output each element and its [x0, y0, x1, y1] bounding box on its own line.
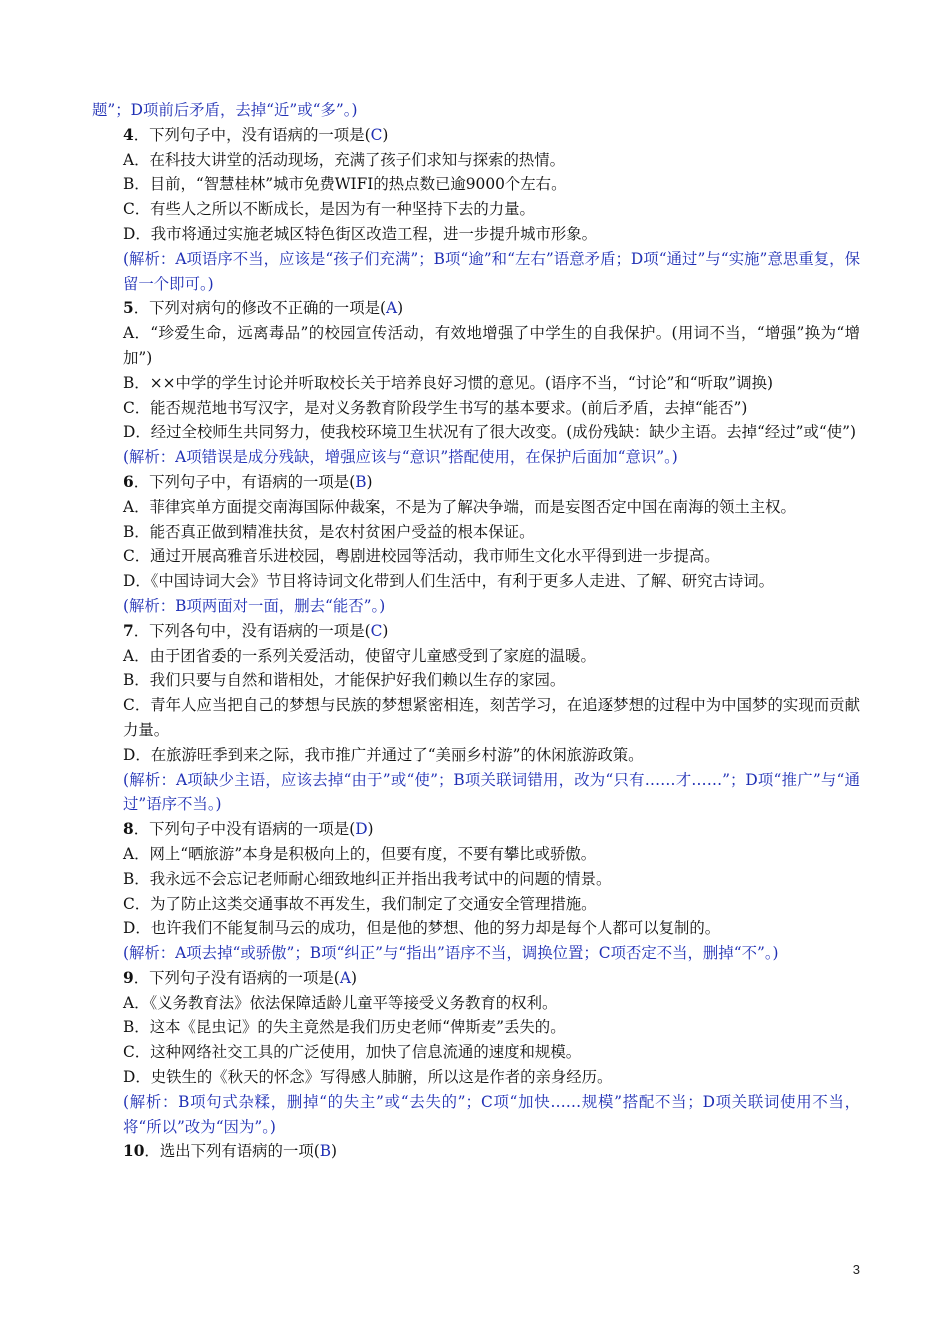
answer-letter: C	[370, 621, 383, 640]
option-text: A．由于团省委的一系列关爱活动，使留守儿童感受到了家庭的温暖。	[123, 646, 596, 665]
option-text: C．青年人应当把自己的梦想与民族的梦想紧密相连，刻苦学习，在追逐梦想的过程中为中国梦的实现而贡献力量。	[123, 696, 860, 739]
answer-letter: A	[385, 299, 398, 318]
question-number: 5	[123, 299, 134, 318]
option-text: D．也许我们不能复制马云的成功，但是他的梦想、他的努力却是每个人都可以复制的。	[123, 919, 721, 938]
question-line	[92, 966, 860, 991]
option-text: A．“珍爱生命，远离毒品”的校园宣传活动，有效地增强了中学生的自我保护。(用词不当，“增强”换为“增加”)	[123, 324, 860, 367]
explanation-text: (解析：A项语序不当，应该是“孩子们充满”；B项“逾”和“左右”语意矛盾；D项“通过”与“实施”意思重复，保留一个即可。)	[123, 249, 860, 293]
question-text: ．下列对病句的修改不正确的一项是(	[133, 299, 386, 318]
question-text: ．下列句子中，没有语病的一项是(	[133, 125, 371, 144]
explanation-text: (解析：B项两面对一面，删去“能否”。)	[123, 596, 386, 615]
explanation-text: (解析：A项错误是成分残缺，增强应该与“意识”搭配使用，在保护后面加“意识”。)	[123, 448, 678, 467]
question-number: 10	[123, 1142, 145, 1161]
question-paren-close: )	[331, 1142, 338, 1161]
question-line	[92, 470, 860, 495]
answer-letter: A	[339, 968, 351, 987]
option-text: C．能否规范地书写汉字，是对义务教育阶段学生书写的基本要求。(前后矛盾，去掉“能否”)	[123, 398, 748, 417]
question-line	[92, 296, 860, 321]
answer-letter: C	[370, 125, 383, 144]
document-body	[92, 98, 860, 1164]
question-text: ．下列句子中没有语病的一项是(	[133, 820, 356, 839]
explanation-text: 题”；D项前后矛盾，去掉“近”或“多”。)	[92, 101, 358, 119]
option-text: D．在旅游旺季到来之际，我市推广并通过了“美丽乡村游”的休闲旅游政策。	[123, 745, 644, 764]
option-text: C．这种网络社交工具的广泛使用，加快了信息流通的速度和规模。	[123, 1043, 582, 1062]
question-paren-close: )	[382, 621, 389, 640]
question-number: 8	[123, 820, 134, 839]
question-paren-close: )	[367, 820, 374, 839]
explanation-text: (解析：B项句式杂糅，删掉“的失主”或“去失的”；C项“加快……规模”搭配不当；D项关联词使用不当，将“所以”改为“因为”。)	[123, 1092, 860, 1136]
question-text: ．选出下列有语病的一项(	[144, 1142, 320, 1161]
answer-letter: B	[355, 472, 367, 491]
question-paren-close: )	[350, 968, 357, 987]
question-number: 7	[123, 621, 134, 640]
question-line	[92, 123, 860, 148]
explanation-text: (解析：A项去掉“或骄傲”；B项“纠正”与“指出”语序不当，调换位置；C项否定不当，删掉“不”。)	[123, 944, 779, 963]
option-text: B．我们只要与自然和谐相处，才能保护好我们赖以生存的家园。	[123, 671, 566, 690]
question-paren-close: )	[382, 125, 389, 144]
option-text: A．网上“晒旅游”本身是积极向上的，但要有度，不要有攀比或骄傲。	[123, 844, 597, 863]
question-text: ．下列句子没有语病的一项是(	[133, 968, 340, 987]
explanation-text: (解析：A项缺少主语，应该去掉“由于”或“使”；B项关联词错用，改为“只有……才……”；D项“推广”与“通过”语序不当。)	[123, 770, 860, 814]
option-text: D．史铁生的《秋天的怀念》写得感人肺腑，所以这是作者的亲身经历。	[123, 1068, 613, 1087]
question-number: 9	[123, 968, 134, 987]
answer-letter: D	[355, 820, 368, 839]
answer-letter: B	[319, 1142, 332, 1161]
option-text: C．有些人之所以不断成长，是因为有一种坚持下去的力量。	[123, 200, 535, 219]
option-text: D．经过全校师生共同努力，使我校环境卫生状况有了很大改变。(成份残缺：缺少主语。去掉“经过”或“使”)	[123, 423, 857, 442]
question-line	[92, 1139, 860, 1164]
option-text: A．在科技大讲堂的活动现场，充满了孩子们求知与探索的热情。	[123, 150, 566, 169]
question-text: ．下列各句中，没有语病的一项是(	[133, 621, 371, 640]
question-number: 6	[123, 472, 134, 491]
question-paren-close: )	[366, 472, 373, 491]
option-text: A．菲律宾单方面提交南海国际仲裁案，不是为了解决争端，而是妄图否定中国在南海的领土主权。	[123, 497, 796, 516]
option-text: B．这本《昆虫记》的失主竟然是我们历史老师“俾斯麦”丢失的。	[123, 1018, 566, 1037]
question-paren-close: )	[397, 299, 404, 318]
option-text: A．《义务教育法》依法保障适龄儿童平等接受义务教育的权利。	[123, 993, 558, 1012]
question-line	[92, 619, 860, 644]
question-line	[92, 817, 860, 842]
option-text: B．我永远不会忘记老师耐心细致地纠正并指出我考试中的问题的情景。	[123, 869, 612, 888]
option-text: C．通过开展高雅音乐进校园，粤剧进校园等活动，我市师生文化水平得到进一步提高。	[123, 547, 720, 566]
option-text: D．《中国诗词大会》节目将诗词文化带到人们生活中，有利于更多人走进、了解、研究古诗词。	[123, 572, 775, 591]
option-text: D．我市将通过实施老城区特色街区改造工程，进一步提升城市形象。	[123, 224, 598, 243]
page-number: 3	[852, 1262, 860, 1277]
question-text: ．下列句子中，有语病的一项是(	[133, 472, 356, 491]
option-text: B．能否真正做到精准扶贫，是农村贫困户受益的根本保证。	[123, 522, 535, 541]
option-text: B．目前，“智慧桂林”城市免费WIFI的热点数已逾9000个左右。	[123, 175, 567, 194]
option-text: B．××中学的学生讨论并听取校长关于培养良好习惯的意见。(语序不当，“讨论”和“听取”调换)	[123, 373, 774, 392]
option-text: C．为了防止这类交通事故不再发生，我们制定了交通安全管理措施。	[123, 894, 597, 913]
question-number: 4	[123, 125, 134, 144]
